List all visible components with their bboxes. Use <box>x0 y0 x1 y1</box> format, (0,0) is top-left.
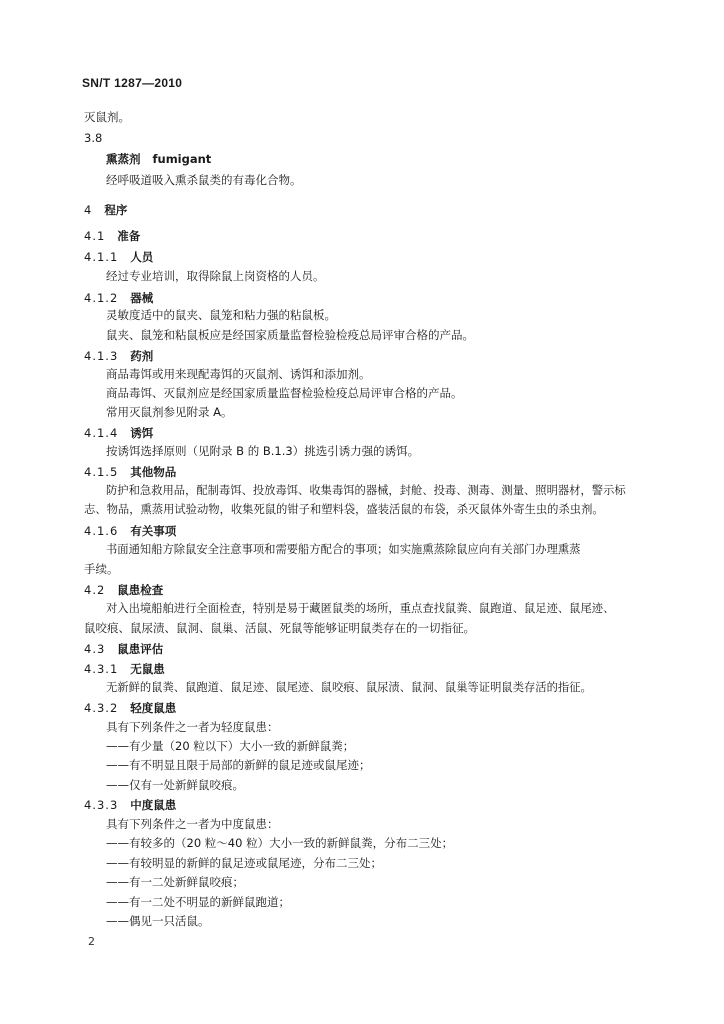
text-line: 具有下列条件之一者为中度鼠患： <box>106 817 279 831</box>
text-line: 鼠咬痕、鼠尿渍、鼠洞、鼠巢、活鼠、死鼠等能够证明鼠类存在的一切指征。 <box>84 621 475 635</box>
page-number: 2 <box>88 935 95 948</box>
section-heading: 4.1.1 人员 <box>84 250 154 264</box>
text-line: 具有下列条件之一者为轻度鼠患： <box>106 720 279 734</box>
text-line: 按诱饵选择原则（见附录 B 的 B.1.3）挑选引诱力强的诱饵。 <box>106 444 420 458</box>
section-heading: 4.3.1 无鼠患 <box>84 662 165 676</box>
definition-line: 经呼吸道吸入熏杀鼠类的有毒化合物。 <box>106 173 302 187</box>
section-heading: 4.3.3 中度鼠患 <box>84 798 177 812</box>
clause-number: 3.8 <box>84 131 103 145</box>
text-line: 对入出境船舶进行全面检查，特别是易于藏匿鼠类的场所，重点查找鼠粪、鼠跑道、鼠足迹、鼠尾迹、 <box>106 602 615 615</box>
list-item: ——有较多的（20 粒～40 粒）大小一致的新鲜鼠粪，分布二三处； <box>106 836 454 850</box>
section-heading: 4.3 鼠患评估 <box>84 642 164 656</box>
document-header: SN/T 1287—2010 <box>82 76 183 90</box>
section-heading: 4.2 鼠患检查 <box>84 583 164 597</box>
text-line: 志、物品，熏蒸用试验动物，收集死鼠的钳子和塑料袋，盛装活鼠的布袋，杀灭鼠体外寄生虫的杀虫剂。 <box>84 503 604 516</box>
text-line: 商品毒饵、灭鼠剂应是经国家质量监督检验检疫总局评审合格的产品。 <box>106 386 463 400</box>
section-heading: 4.1.6 有关事项 <box>84 524 177 538</box>
text-line: 无新鲜的鼠粪、鼠跑道、鼠足迹、鼠尾迹、鼠咬痕、鼠尿渍、鼠洞、鼠巢等证明鼠类存活的指征。 <box>106 681 592 694</box>
list-item: ——偶见一只活鼠。 <box>106 914 210 928</box>
term-line <box>106 152 211 166</box>
text-line: 灵敏度适中的鼠夹、鼠笼和粘力强的粘鼠板。 <box>106 308 336 322</box>
text-line: 商品毒饵或用来现配毒饵的灭鼠剂、诱饵和添加剂。 <box>106 367 371 381</box>
list-item: ——有较明显的新鲜的鼠足迹或鼠尾迹，分布二三处； <box>106 856 382 870</box>
section-heading: 4.1 准备 <box>84 229 141 243</box>
text-line: 常用灭鼠剂参见附录 A。 <box>106 405 233 419</box>
section-heading: 4.1.3 药剂 <box>84 349 154 363</box>
list-item: ——有不明显且限于局部的新鲜的鼠足迹或鼠尾迹； <box>106 758 371 772</box>
list-item: ——有一二处新鲜鼠咬痕； <box>106 875 244 889</box>
list-item: ——有一二处不明显的新鲜鼠跑道； <box>106 895 290 909</box>
text-line: 鼠夹、鼠笼和粘鼠板应是经国家质量监督检验检疫总局评审合格的产品。 <box>106 328 474 342</box>
section-heading: 4.1.4 诱饵 <box>84 426 154 440</box>
term-cn: 熏蒸剂 <box>106 152 141 166</box>
text-line: 手续。 <box>84 562 119 576</box>
text-line: 经过专业培训，取得除鼠上岗资格的人员。 <box>106 269 325 283</box>
section-heading: 4 程序 <box>84 203 128 217</box>
list-item: ——仅有一处新鲜鼠咬痕。 <box>106 778 244 792</box>
section-heading: 4.3.2 轻度鼠患 <box>84 701 177 715</box>
section-heading: 4.1.2 器械 <box>84 291 154 305</box>
text-line: 书面通知船方除鼠安全注意事项和需要船方配合的事项；如实施熏蒸除鼠应向有关部门办理熏蒸 <box>106 543 581 556</box>
text-line: 灭鼠剂。 <box>84 110 130 124</box>
term-en: fumigant <box>152 152 212 166</box>
list-item: ——有少量（20 粒以下）大小一致的新鲜鼠粪； <box>106 739 355 753</box>
text-line: 防护和急救用品，配制毒饵、投放毒饵、收集毒饵的器械，封舱、投毒、测毒、测量、照明器材，警示标 <box>106 484 626 497</box>
section-heading: 4.1.5 其他物品 <box>84 465 177 479</box>
